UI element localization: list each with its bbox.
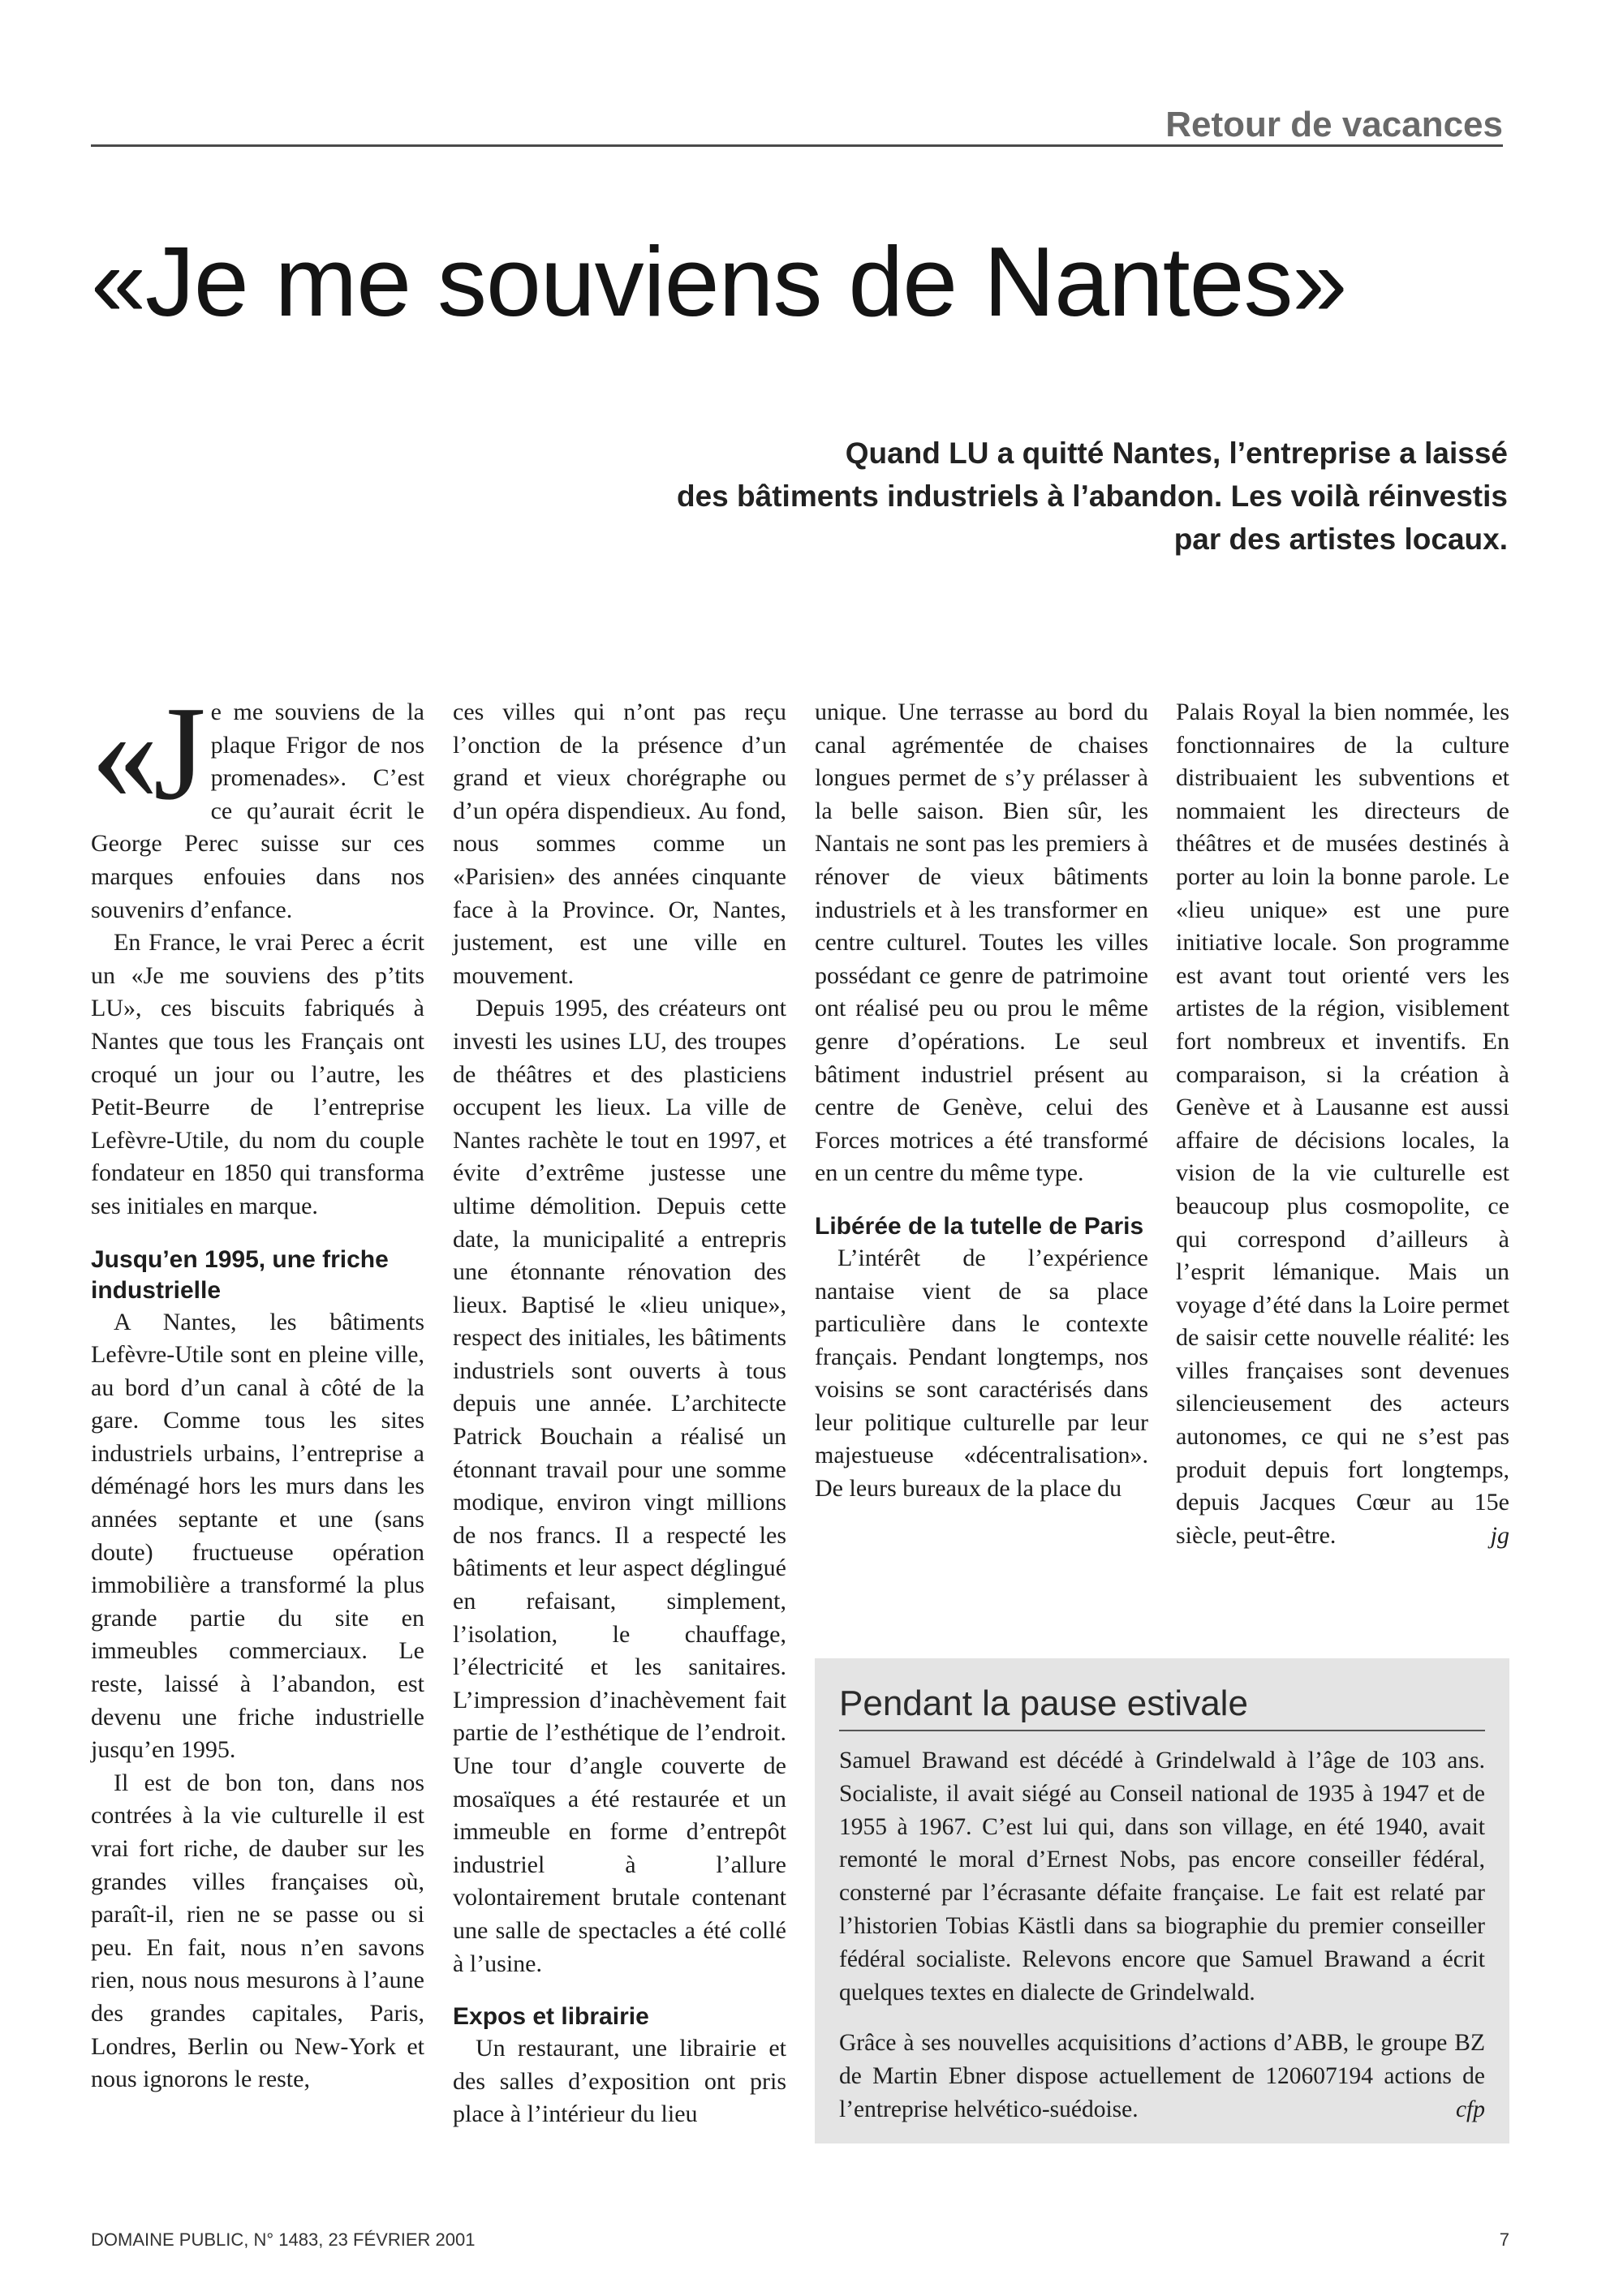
publication-footer: DOMAINE PUBLIC, N° 1483, 23 FÉVRIER 2001: [91, 2229, 476, 2250]
paragraph: Samuel Brawand est décédé à Grindelwald à l’âge de 103 ans. Socialiste, il avait siégé au Conseil national de 1935 à 1947 et de 1955 à 1967. C’est lui qui, dans son village, en été 1940, avait remonté le moral d’Ernest Nobs, pas encore conseiller fédéral, consterné par l’écrasante défaite française. Le fait est relaté par l’historien Tobias Kästli dans sa biographie du premier conseiller fédéral socialiste. Relevons encore que Samuel Brawand a écrit quelques textes en dialecte de Grindelwald.: [839, 1748, 1485, 2006]
article-column-1: [91, 678, 424, 2096]
paragraph: L’intérêt de l’expérience nantaise vient de sa place particulière dans le contexte français. Pendant longtemps, nos voisins se sont caractérisés dans leur politique culturelle par leur majestueuse «décentralisation». De leurs bureaux de la place du: [815, 1244, 1148, 1503]
paragraph: ces villes qui n’ont pas reçu l’onction de la présence d’un grand et vieux chorégraphe ou d’un opéra dispendieux. Au fond, nous sommes comme un «Parisien» des années cinquante face à la Province. Or, Nantes, justement, est une ville en mouvement.: [453, 699, 786, 989]
paragraph: Un restaurant, une librairie et des salles d’exposition ont pris place à l’intérieur du lieu: [453, 2035, 786, 2128]
paragraph: Il est de bon ton, dans nos contrées à la vie culturelle il est vrai fort riche, de dauber sur les grandes villes françaises où, paraît-il, rien ne se passe ou si peu. En fait, nous n’en savons rien, nous nous mesurons à l’aune des grandes capitales, Paris, Londres, Berlin ou New-York et nous ignorons le reste,: [91, 1769, 424, 2093]
author-signature: jg: [1490, 1521, 1509, 1549]
paragraph: Grâce à ses nouvelles acquisitions d’actions d’ABB, le groupe BZ de Martin Ebner dispose actuellement de 120607194 actions de l’entreprise helvético-suédoise. cfp: [839, 2027, 1485, 2126]
paragraph: unique. Une terrasse au bord du canal agrémentée de chaises longues permet de s’y prélasser à la belle saison. Bien sûr, les Nantais ne sont pas les premiers à rénover de vieux bâtiments industriels et à les transformer en centre culturel. Toutes les villes possédant ce genre de patrimoine ont réalisé peu ou prou le même genre d’opérations. Le seul bâtiment industriel présent au centre de Genève, celui des Forces motrices a été transformé en un centre du même type.: [815, 699, 1148, 1187]
section-rubric: Retour de vacances: [91, 105, 1503, 147]
page-number: 7: [1499, 2229, 1509, 2250]
sidebar-signature: cfp: [1455, 2096, 1485, 2122]
paragraph: Palais Royal la bien nommée, les fonctionnaires de la culture distribuaient les subventions et nommaient les directeurs de théâtres et de musées destinés à porter au loin la bonne parole. Le «lieu unique» est une pure initiative locale. Son programme est avant tout orienté vers les artistes de la région, visiblement fort nombreux et inventifs. En comparaison, si la création à Genève et à Lausanne est aussi affaire de décisions locales, la vision de la vie culturelle est beaucoup plus cosmopolite, ce qui correspond d’ailleurs à l’esprit lémanique. Mais un voyage d’été dans la Loire permet de saisir cette nouvelle réalité: les villes françaises sont devenues silencieusement des acteurs autonomes, ce qui ne s’est pas produit depuis fort longtemps, depuis Jacques Cœur au 15e siècle, peut-être. jg: [1176, 696, 1509, 1552]
paragraph: «Je me souviens de la plaque Frigor de nos promenades». C’est ce qu’aurait écrit le George Perec suisse sur ces marques enfouies dans nos souvenirs d’enfance.: [91, 678, 424, 923]
paragraph: En France, le vrai Perec a écrit un «Je me souviens des p’tits LU», ces biscuits fabriqués à Nantes que tous les Français ont croqué un jour ou l’autre, les Petit-Beurre de l’entreprise Lefèvre-Utile, du nom du couple fondateur en 1850 qui transforma ses initiales en marque.: [91, 929, 424, 1219]
article-title: «Je me souviens de Nantes»: [91, 226, 1347, 337]
sidebar-body: [839, 1744, 1485, 2126]
article-column-2: [453, 696, 786, 2131]
article-lead: [454, 432, 1508, 561]
lead-line: Quand LU a quitté Nantes, l’entreprise a laissé: [845, 436, 1508, 470]
subheading: Libérée de la tutelle de Paris: [815, 1212, 1144, 1240]
paragraph: A Nantes, les bâtiments Lefèvre-Utile sont en pleine ville, au bord d’un canal à côté de la gare. Comme tous les sites industriels urbains, l’entreprise a déménagé hors les murs dans les années septante et une (sans doute) fructueuse opération immobilière a transformé la plus grande partie du site en immeubles commerciaux. Le reste, laissé à l’abandon, est devenu une friche industrielle jusqu’en 1995.: [91, 1308, 424, 1764]
drop-cap: «J: [91, 678, 201, 828]
subheading: Jusqu’en 1995, une friche industrielle: [91, 1245, 389, 1304]
paragraph: Depuis 1995, des créateurs ont investi les usines LU, des troupes de théâtres et des plasticiens occupent les lieux. La ville de Nantes rachète le tout en 1997, et évite d’extrême justesse une ultime démolition. Depuis cette date, la municipalité a entrepris une étonnante rénovation des lieux. Baptisé le «lieu unique», respect des initiales, les bâtiments industriels sont ouverts à tous depuis une année. L’architecte Patrick Bouchain a réalisé un étonnant travail pour une somme modique, environ vingt millions de nos francs. Il a respecté les bâtiments et leur aspect déglingué en refaisant, simplement, l’isolation, le chauffage, l’électricité et les sanitaires. L’impression d’inachèvement fait partie de l’esthétique de l’endroit. Une tour d’angle couverte de mosaïques a été restaurée et un immeuble en forme d’entrepôt industriel à l’allure volontairement brutale contenant une salle de spectacles a été collé à l’usine.: [453, 995, 786, 1977]
article-column-4: [1176, 696, 1509, 1552]
article-column-3: [815, 696, 1148, 1506]
lead-line: par des artistes locaux.: [1173, 522, 1508, 556]
lead-line: des bâtiments industriels à l’abandon. Les voilà réinvestis: [677, 479, 1508, 513]
sidebar-title: Pendant la pause estivale: [839, 1679, 1485, 1731]
subheading: Expos et librairie: [453, 2003, 649, 2031]
